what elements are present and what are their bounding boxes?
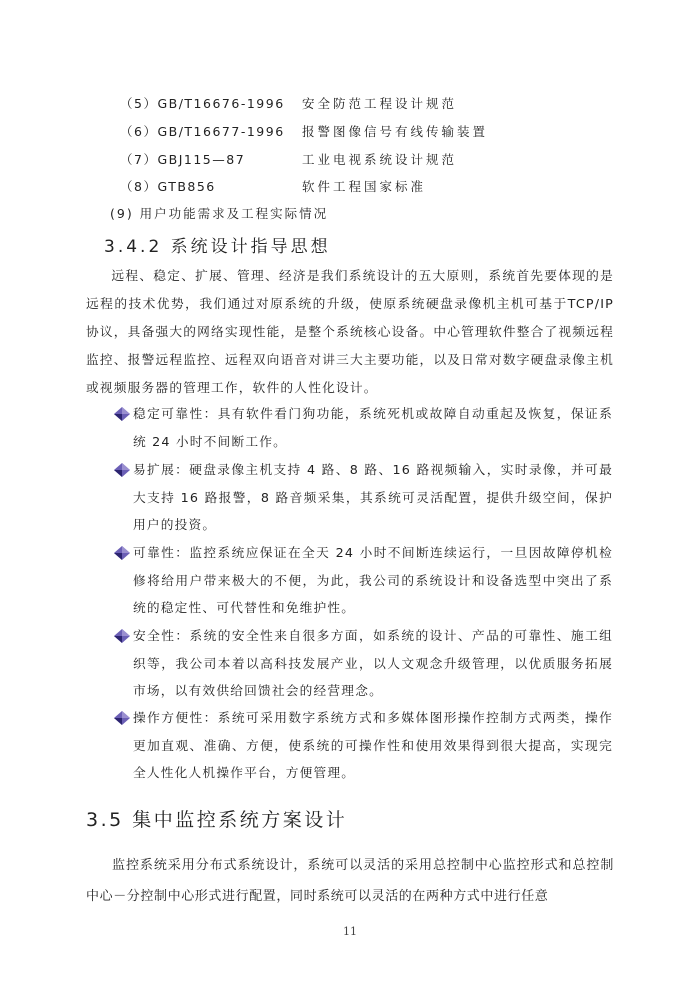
diamond-bullet-icon (114, 463, 130, 477)
standard-title: 工业电视系统设计规范 (302, 152, 458, 167)
standard-title: 报警图像信号有线传输装置 (302, 124, 489, 139)
section-heading-3-5: 3.5 集中监控系统方案设计 (86, 809, 348, 831)
standard-title: 安全防范工程设计规范 (302, 96, 458, 111)
requirement-item-9: (9) 用户功能需求及工程实际情况 (110, 206, 329, 221)
diamond-bullet-icon (114, 629, 130, 643)
bullet-item-stability (113, 400, 613, 455)
bullet-text: 可靠性：监控系统应保证在全天 24 小时不间断连续运行，一旦因故障停机检修将给用户带来极大的不便，为此，我公司的系统设计和设备选型中突出了系统的稳定性、可代替性和免维护性。 (133, 545, 613, 615)
diamond-bullet-icon (114, 546, 130, 560)
standard-code: （7）GBJ115—87 (120, 152, 246, 167)
diamond-bullet-icon (114, 711, 130, 725)
bullet-item-reliability (113, 539, 613, 622)
section-heading-3-4-2: 3.4.2 系统设计指导思想 (104, 237, 331, 257)
section-3-5-paragraph: 监控系统采用分布式系统设计，系统可以灵活的采用总控制中心监控形式和总控制中心－分控制中心形式进行配置，同时系统可以灵活的在两种方式中进行任意 (86, 858, 614, 904)
bullet-text: 操作方便性：系统可采用数字系统方式和多媒体图形操作控制方式两类，操作更加直观、准确、方便，使系统的可操作性和使用效果得到很大提高，实现完全人性化人机操作平台，方便管理。 (133, 710, 613, 780)
bullet-item-security (113, 622, 613, 705)
bullet-text: 易扩展：硬盘录像主机支持 4 路、8 路、16 路视频输入，实时录像，并可最大支持 16 路报警，8 路音频采集，其系统可灵活配置，提供升级空间，保护用户的投资。 (133, 462, 613, 532)
standard-code: （5）GB/T16676-1996 (120, 96, 285, 111)
section-3-4-2-intro: 远程、稳定、扩展、管理、经济是我们系统设计的五大原则，系统首先要体现的是远程的技术优势，我们通过对原系统的升级，使原系统硬盘录像机主机可基于TCP/IP 协议，具备强大的网络实现性能，是整个系统核心设备。中心管理软件整合了视频远程监控、报警远程监控、远程双向语音对讲三大主要功能，以及日常对数字硬盘录像主机或视频服务器的管理工作，软件的人性化设计。 (86, 268, 614, 395)
bullet-item-expandability (113, 456, 613, 539)
standard-title: 软件工程国家标准 (302, 179, 427, 194)
diamond-bullet-icon (114, 407, 130, 421)
bullet-text: 稳定可靠性：具有软件看门狗功能，系统死机或故障自动重起及恢复，保证系统 24 小时不间断工作。 (133, 406, 613, 449)
bullet-item-usability (113, 704, 613, 787)
standard-code: （6）GB/T16677-1996 (120, 124, 285, 139)
standard-code: （8）GTB856 (120, 179, 216, 194)
page-number: 11 (343, 925, 357, 938)
bullet-text: 安全性：系统的安全性来自很多方面，如系统的设计、产品的可靠性、施工组织等，我公司本着以高科技发展产业，以人文观念升级管理，以优质服务拓展市场，以有效供给回馈社会的经营理念。 (133, 628, 613, 698)
